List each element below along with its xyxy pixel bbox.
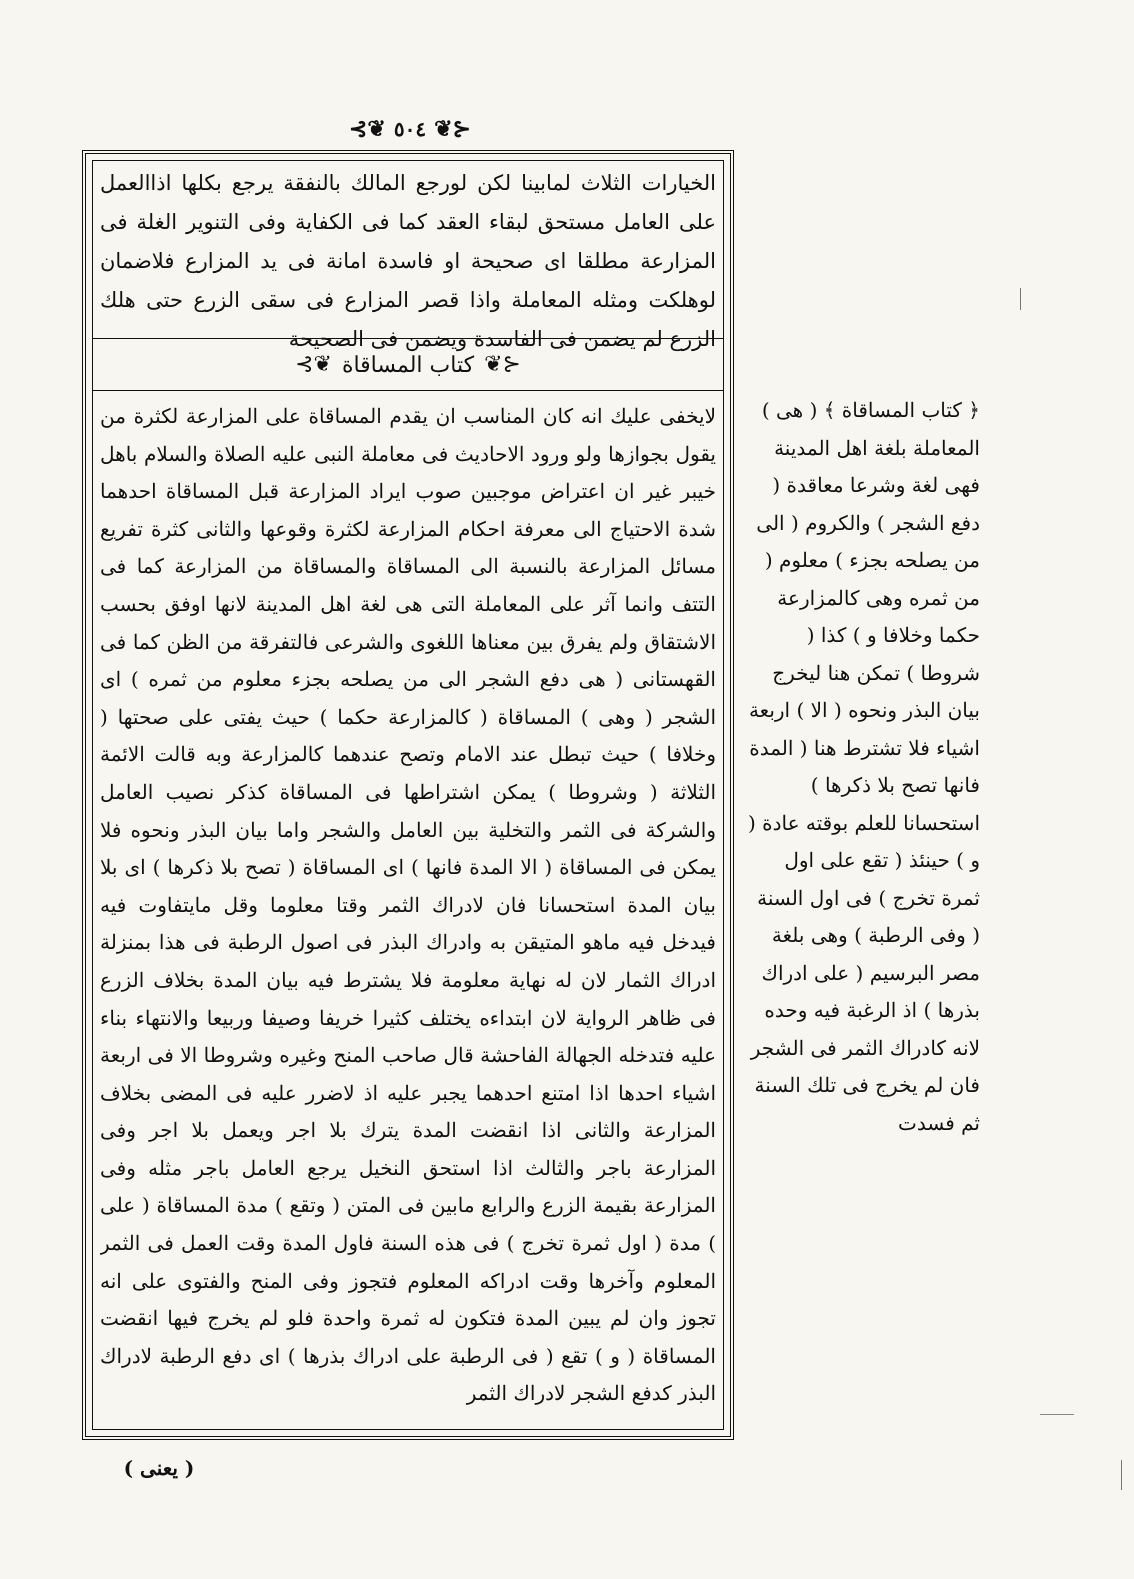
top-section-text: الخيارات الثلاث لمابينا لكن لورجع المالك بالنفقة يرجع بكلها اذاالعمل على العامل مستحق لبقاء العقد كما فى الكفاية وفى التنوير الغلة فى المزارعة مطلقا اى صحيحة او فاسدة امانة فى يد المزارع فلاضمان لوهلكت ومثله المعاملة واذا قصر المزارع فى سقى الزرع حتى هلك الزرع لم يضمن فى الفاسدة ويضمن فى الصحيحة: [100, 171, 716, 351]
scan-edge-mark: [1121, 1460, 1122, 1490]
section-title: [92, 346, 724, 384]
title-ornament-right-icon: ⊰❦: [484, 352, 521, 377]
page-number: [340, 112, 480, 146]
divider-top: [92, 338, 724, 339]
scan-edge-mark: [1020, 288, 1021, 310]
scan-edge-dash: [1040, 1414, 1074, 1415]
ornament-right-icon: ❦⊱: [434, 116, 471, 142]
page-number-text: ٥٠٤: [393, 117, 427, 141]
margin-text: ﴿ كتاب المساقاة ﴾ ( هى ) المعاملة بلغة اهل المدينة فهى لغة وشرعا معاقدة ( دفع الشجر ) والكروم ( الى من يصلحه بجزء ) معلوم ( من ثمره وهى كالمزارعة حكما وخلافا و ) كذا ( شروطا ) تمكن هنا ليخرج بيان البذر ونحوه ( الا ) اربعة اشياء فلا تشترط هنا ( المدة فانها تصح بلا ذكرها ) استحسانا للعلم بوقته عادة ( و ) حينئذ ( تقع على اول ثمرة تخرج ) فى اول السنة ( وفى الرطبة ) وهى بلغة مصر البرسيم ( على ادراك بذرها ) اذ الرغبة فيه وحده لانه كادراك الثمر فى الشجر فان لم يخرج فى تلك السنة ثم فسدت: [747, 398, 980, 1135]
title-ornament-left-icon: ❦⊱: [295, 352, 332, 377]
main-commentary-text: لايخفى عليك انه كان المناسب ان يقدم المساقاة على المزارعة لكثرة من يقول بجوازها ولو ورود الاحاديث فى معاملة النبى عليه الصلاة والسلام باهل خيبر غير ان اعتراض موجبين صوب ايراد المزارعة قبل المساقاة احدهما شدة الاحتياج الى معرفة احكام المزارعة لكثرة وقوعها والثانى كثرة تفريع مسائل المزارعة بالنسبة الى المساقاة والمساقاة من المزارعة كما فى التتف وانما آثر على المعاملة التى هى لغة اهل المدينة لانها اوفق بحسب الاشتقاق ولم يفرق بين معناها اللغوى والشرعى فالتفرقة من الظن كما فى القهستانى ( هى دفع الشجر الى من يصلحه بجزء معلوم من ثمره ) اى الشجر ( وهى ) المساقاة ( كالمزارعة حكما ) حيث يفتى على صحتها ( وخلافا ) حيث تبطل عند الامام وتصح عندهما كالمزارعة وبه قالت الائمة الثلاثة ( وشروطا ) يمكن اشتراطها فى المساقاة كذكر نصيب العامل والشركة فى الثمر والتخلية بين العامل والشجر واما بيان البذر ونحوه فلا يمكن فى المساقاة ( الا المدة فانها ) اى المساقاة ( تصح بلا ذكرها ) اى بلا بيان المدة استحسانا فان لادراك الثمر وقتا معلوما وقل مايتفاوت فيه فيدخل فيه ماهو المتيقن به وادراك البذر فى اصول الرطبة فى هذا بمنزلة ادراك الثمار لان له نهاية معلومة فلا يشترط فيه بيان المدة بخلاف الزرع فى ظاهر الرواية لان ابتداءه يختلف كثيرا خريفا وصيفا وربيعا والانتهاء بناء عليه فتدخله الجهالة الفاحشة قال صاحب المنح وغيره وشروطا الا فى اربعة اشياء احدها اذا امتنع احدهما يجبر عليه اذ لاضرر عليه فى المضى بخلاف المزارعة والثانى اذا انقضت المدة يترك بلا اجر ويعمل بلا اجر وفى المزارعة باجر والثالث اذا استحق النخيل يرجع العامل باجر مثله وفى المزارعة بقيمة الزرع والرابع مابين فى المتن ( وتقع ) مدة المساقاة ( على ) مدة ( اول ثمرة تخرج ) فى هذه السنة فاول المدة وقت العمل فى الثمر المعلوم وآخرها وقت ادراكه المعلوم فتجوز وفى المنح والفتوى على انه تجوز وان لم يبين المدة فتكون له ثمرة واحدة فلو لم يخرج فيها انقضت المساقاة ( و ) تقع ( فى الرطبة على ادراك بذرها ) اى دفع الرطبة لادراك البذر كدفع الشجر لادراك الثمر: [100, 404, 716, 1406]
ornament-left-icon: ⊰❦: [349, 116, 386, 142]
catchword: ( يعنى ): [123, 1456, 195, 1480]
section-title-text: كتاب المساقاة: [341, 352, 475, 378]
divider-title: [92, 390, 724, 391]
main-frame: [82, 150, 734, 1440]
